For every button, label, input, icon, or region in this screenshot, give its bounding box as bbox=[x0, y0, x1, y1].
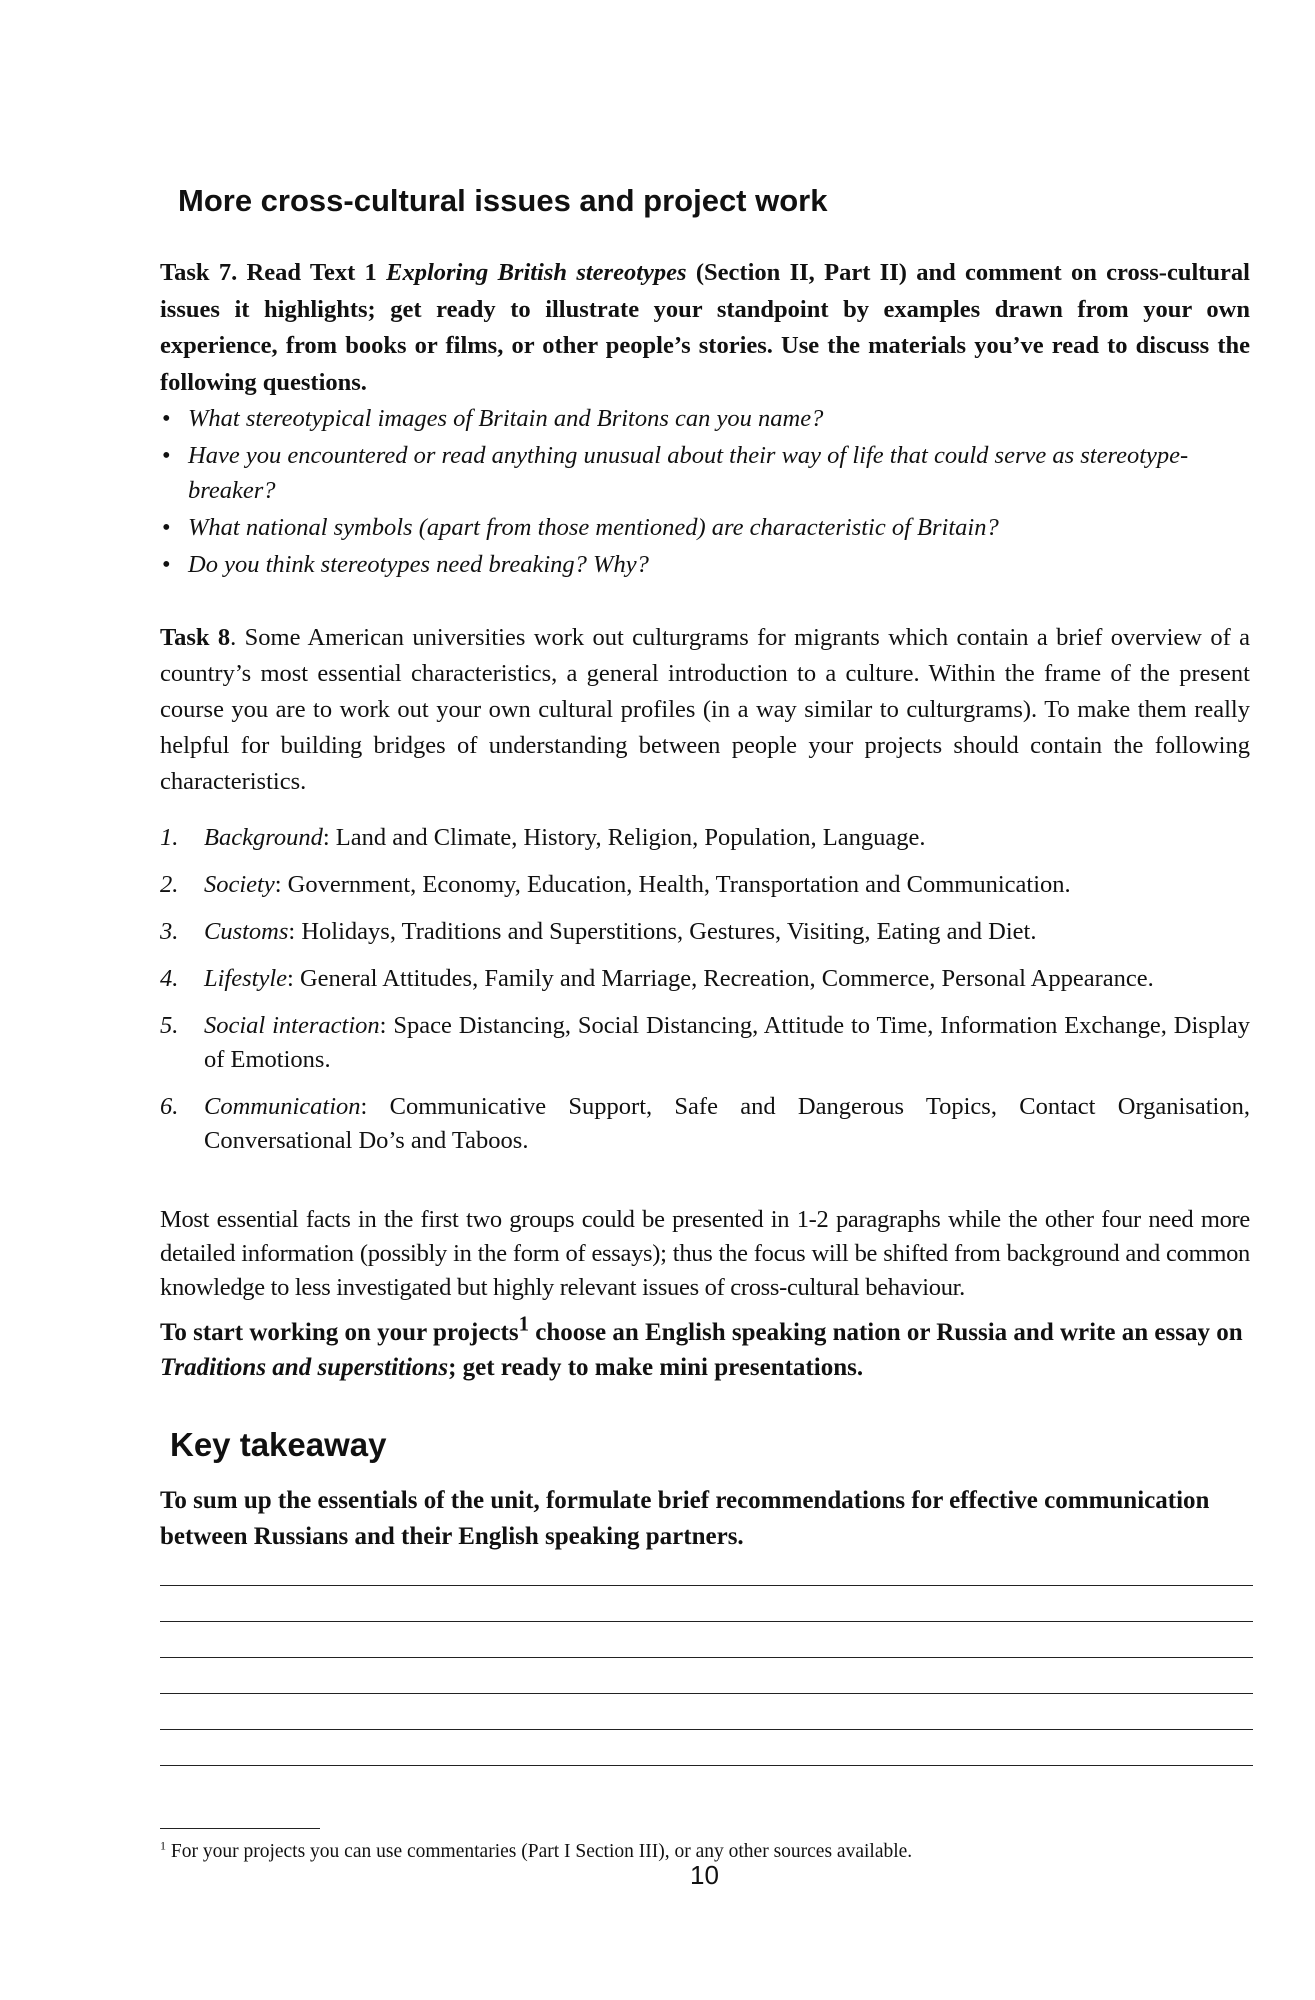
answer-line[interactable] bbox=[160, 1693, 1253, 1694]
footnote-mark: 1 bbox=[160, 1838, 166, 1853]
list-item: 2. Society: Government, Economy, Education, Health, Transportation and Communication. bbox=[160, 871, 1071, 898]
list-item: • Do you think stereotypes need breaking? Why? bbox=[160, 547, 1250, 582]
task7-question-list bbox=[160, 401, 1250, 584]
list-item: 3. Customs: Holidays, Traditions and Superstitions, Gestures, Visiting, Eating and Diet. bbox=[160, 918, 1037, 945]
assignment-paragraph: To start working on your projects$^1$ choose an English speaking nation or Russia and write an essay on Traditions and superstitions; get ready to make mini presentations. bbox=[160, 1311, 1243, 1381]
task8-label: Task 8 bbox=[160, 624, 231, 651]
list-item: • Have you encountered or read anything unusual about their way of life that could serve as stereotype-breaker? bbox=[160, 438, 1250, 508]
answer-line[interactable] bbox=[160, 1657, 1253, 1658]
key-takeaway-text: To sum up the essentials of the unit, formulate brief recommendations for effective communication between Russians and their English speaking partners. bbox=[160, 1487, 1210, 1550]
key-takeaway-heading: Key takeaway bbox=[170, 1426, 387, 1463]
answer-line[interactable] bbox=[160, 1765, 1253, 1766]
list-item: 4. Lifestyle: General Attitudes, Family and Marriage, Recreation, Commerce, Personal Appearance. bbox=[160, 965, 1154, 992]
task7-text-title: Exploring British stereotypes bbox=[386, 259, 687, 286]
section-heading: More cross-cultural issues and project work bbox=[178, 183, 828, 218]
answer-line[interactable] bbox=[160, 1585, 1253, 1586]
answer-line[interactable] bbox=[160, 1621, 1253, 1622]
list-item: • What stereotypical images of Britain and Britons can you name? bbox=[160, 401, 1250, 436]
task7-label: Task 7 bbox=[160, 259, 232, 286]
answer-line[interactable] bbox=[160, 1729, 1253, 1730]
footnote-reference[interactable]: 1 bbox=[518, 1311, 530, 1336]
essentials-paragraph: Most essential facts in the first two groups could be presented in 1-2 paragraphs while the other four need more detailed information (possibly in the form of essays); thus the focus will be shifted from background and common knowledge to less investigated but highly relevant issues of cross-cultural behaviour. bbox=[160, 1206, 1250, 1301]
task8-paragraph: Task 8. Some American universities work out culturgrams for migrants which contain a brief overview of a country’s most essential characteristics, a general introduction to a culture. Within the frame of the present course you are to work out your own cultural profiles (in a way similar to culturgrams). To make them really helpful for building bridges of understanding between people your projects should contain the following characteristics. bbox=[160, 624, 1250, 795]
page-number: 10 bbox=[690, 1860, 719, 1890]
footnote: $^1$ For your projects you can use commentaries (Part I Section III), or any other sources available. bbox=[160, 1838, 913, 1862]
footnote-divider bbox=[160, 1828, 320, 1829]
list-item: • What national symbols (apart from those mentioned) are characteristic of Britain? bbox=[160, 510, 1250, 545]
task7-paragraph: Task 7. Read Text 1 Exploring British stereotypes (Section II, Part II) and comment on cross-cultural issues it highlights; get ready to illustrate your standpoint by examples drawn from your own experience, from books or films, or other people’s stories. Use the materials you’ve read to discuss the following questions. bbox=[160, 259, 1250, 396]
list-item: 6. Communication: Communicative Support, Safe and Dangerous Topics, Contact Organisation, Conversational Do’s and Taboos. bbox=[160, 1093, 1250, 1154]
characteristics-list bbox=[160, 821, 1250, 1171]
list-item: 1. Background: Land and Climate, History, Religion, Population, Language. bbox=[160, 824, 926, 851]
list-item: 5. Social interaction: Space Distancing, Social Distancing, Attitude to Time, Information Exchange, Display of Emotions. bbox=[160, 1012, 1251, 1073]
